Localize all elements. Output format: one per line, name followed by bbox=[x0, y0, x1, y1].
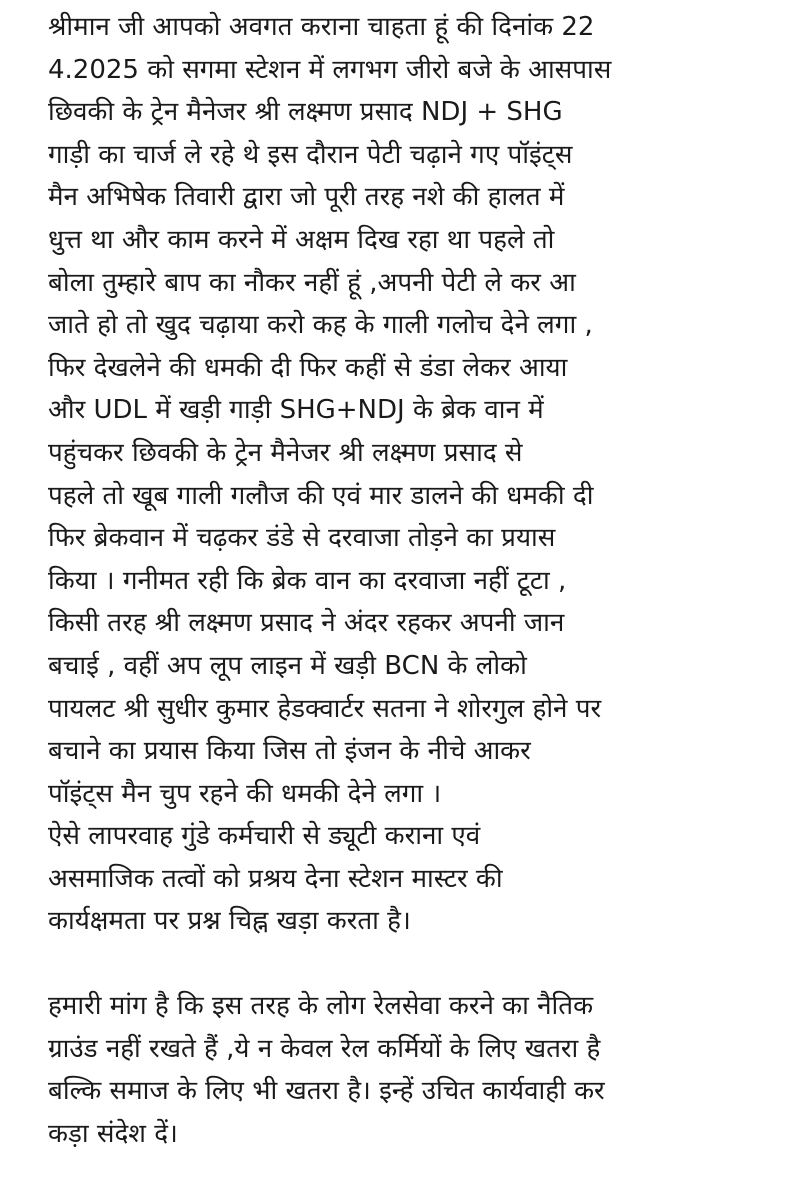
paragraph-demand bbox=[48, 985, 783, 1155]
text-line: फिर ब्रेकवान में चढ़कर डंडे से दरवाजा तोड़ने का प्रयास bbox=[48, 523, 556, 554]
paragraph-gap bbox=[48, 943, 783, 985]
text-line: धुत्त था और काम करने में अक्षम दिख रहा था पहले तो bbox=[48, 224, 555, 255]
text-line: छिवकी के ट्रेन मैनेजर श्री लक्ष्मण प्रसाद NDJ + SHG bbox=[48, 97, 563, 128]
text-line: गाड़ी का चार्ज ले रहे थे इस दौरान पेटी चढ़ाने गए पॉइंट्स bbox=[48, 139, 573, 170]
text-line: बोला तुम्हारे बाप का नौकर नहीं हूं ,अपनी पेटी ले कर आ bbox=[48, 267, 576, 298]
text-line: पायलट श्री सुधीर कुमार हेडक्वार्टर सतना ने शोरगुल होने पर bbox=[48, 693, 602, 724]
text-line: किया । गनीमत रही कि ब्रेक वान का दरवाजा नहीं टूटा , bbox=[48, 565, 567, 596]
complaint-document bbox=[48, 6, 783, 1155]
text-line: बल्कि समाज के लिए भी खतरा है। इन्हें उचित कार्यवाही कर bbox=[48, 1076, 605, 1107]
text-line: 4.2025 को सगमा स्टेशन में लगभग जीरो बजे के आसपास bbox=[48, 54, 612, 85]
paragraph-incident bbox=[48, 6, 783, 943]
text-line: किसी तरह श्री लक्ष्मण प्रसाद ने अंदर रहकर अपनी जान bbox=[48, 608, 565, 639]
text-line: ऐसे लापरवाह गुंडे कर्मचारी से ड्यूटी कराना एवं bbox=[48, 821, 481, 852]
text-line: बचाई , वहीं अप लूप लाइन में खड़ी BCN के लोको bbox=[48, 650, 527, 681]
text-line: मैन अभिषेक तिवारी द्वारा जो पूरी तरह नशे की हालत में bbox=[48, 182, 565, 213]
text-line: ग्राउंड नहीं रखते हैं ,ये न केवल रेल कर्मियों के लिए खतरा है bbox=[48, 1033, 601, 1064]
text-line: पहले तो खूब गाली गलौज की एवं मार डालने की धमकी दी bbox=[48, 480, 594, 511]
text-line: हमारी मांग है कि इस तरह के लोग रेलसेवा करने का नैतिक bbox=[48, 991, 594, 1022]
text-line: कार्यक्षमता पर प्रश्न चिह्न खड़ा करता है। bbox=[48, 906, 411, 937]
text-line: जाते हो तो खुद चढ़ाया करो कह के गाली गलोच देने लगा , bbox=[48, 310, 593, 341]
text-line: असमाजिक तत्वों को प्रश्रय देना स्टेशन मास्टर की bbox=[48, 863, 503, 894]
text-line: बचाने का प्रयास किया जिस तो इंजन के नीचे आकर bbox=[48, 736, 531, 767]
text-line: कड़ा संदेश दें। bbox=[48, 1118, 178, 1149]
text-line: और UDL में खड़ी गाड़ी SHG+NDJ के ब्रेक वान में bbox=[48, 395, 544, 426]
text-line: श्रीमान जी आपको अवगत कराना चाहता हूं की दिनांक 22 bbox=[48, 12, 595, 42]
text-line: फिर देखलेने की धमकी दी फिर कहीं से डंडा लेकर आया bbox=[48, 352, 568, 383]
text-line: पॉइंट्स मैन चुप रहने की धमकी देने लगा । bbox=[48, 778, 442, 809]
text-line: पहुंचकर छिवकी के ट्रेन मैनेजर श्री लक्ष्मण प्रसाद से bbox=[48, 437, 523, 468]
